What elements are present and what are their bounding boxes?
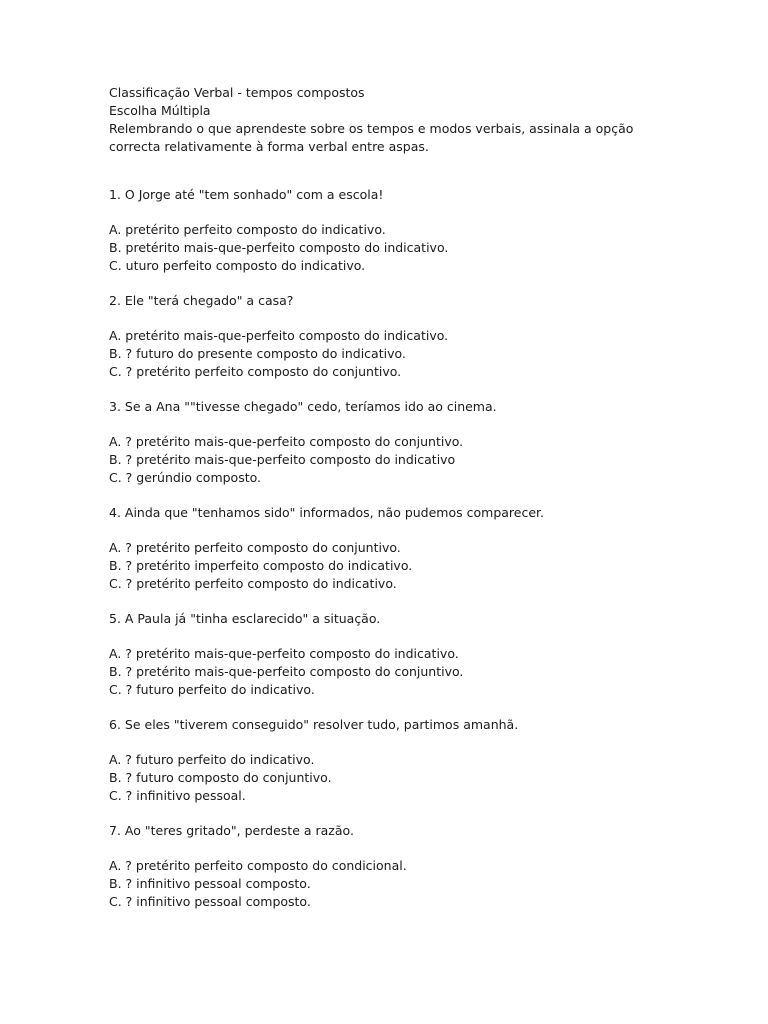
option-a: A. pretérito perfeito composto do indicativo.: [109, 222, 386, 237]
question-7: [109, 822, 669, 911]
question-1: [109, 186, 669, 275]
question-text: 2. Ele "terá chegado" a casa?: [109, 293, 294, 308]
question-2: [109, 292, 669, 381]
option-b: B. ? pretérito mais-que-perfeito composto do indicativo: [109, 452, 456, 467]
option-a: A. ? pretérito mais-que-perfeito composto do indicativo.: [109, 646, 459, 661]
option-c: C. ? pretérito perfeito composto do conjuntivo.: [109, 364, 402, 379]
question-text: 7. Ao "teres gritado", perdeste a razão.: [109, 823, 354, 838]
option-a: A. ? futuro perfeito do indicativo.: [109, 752, 315, 767]
option-b: B. ? pretérito mais-que-perfeito composto do conjuntivo.: [109, 664, 464, 679]
question-3: [109, 398, 669, 487]
option-b: B. ? pretérito imperfeito composto do indicativo.: [109, 558, 413, 573]
option-b: B. ? infinitivo pessoal composto.: [109, 876, 311, 891]
option-a: A. ? pretérito mais-que-perfeito composto do conjuntivo.: [109, 434, 464, 449]
option-b: B. ? futuro composto do conjuntivo.: [109, 770, 332, 785]
option-c: C. ? gerúndio composto.: [109, 470, 262, 485]
question-text: 4. Ainda que "tenhamos sido" informados, não pudemos comparecer.: [109, 505, 544, 520]
instruction-line-2: correcta relativamente à forma verbal entre aspas.: [109, 139, 429, 154]
option-b: B. ? futuro do presente composto do indicativo.: [109, 346, 406, 361]
option-a: A. ? pretérito perfeito composto do conjuntivo.: [109, 540, 401, 555]
document-page: [109, 84, 669, 928]
question-text: 5. A Paula já "tinha esclarecido" a situação.: [109, 611, 381, 626]
question-text: 6. Se eles "tiverem conseguido" resolver tudo, partimos amanhã.: [109, 717, 519, 732]
question-6: [109, 716, 669, 805]
document-title: Classificação Verbal - tempos compostos: [109, 85, 365, 100]
option-a: A. ? pretérito perfeito composto do condicional.: [109, 858, 407, 873]
option-c: C. ? infinitivo pessoal composto.: [109, 894, 311, 909]
question-5: [109, 610, 669, 699]
option-a: A. pretérito mais-que-perfeito composto do indicativo.: [109, 328, 449, 343]
question-list: [109, 186, 669, 911]
option-c: C. ? pretérito perfeito composto do indicativo.: [109, 576, 397, 591]
option-c: C. uturo perfeito composto do indicativo.: [109, 258, 366, 273]
option-c: C. ? infinitivo pessoal.: [109, 788, 246, 803]
instruction-line-1: Relembrando o que aprendeste sobre os tempos e modos verbais, assinala a opção: [109, 121, 634, 136]
question-text: 1. O Jorge até "tem sonhado" com a escola!: [109, 187, 384, 202]
option-c: C. ? futuro perfeito do indicativo.: [109, 682, 315, 697]
question-4: [109, 504, 669, 593]
question-text: 3. Se a Ana ""tivesse chegado" cedo, teríamos ido ao cinema.: [109, 399, 497, 414]
document-subtitle: Escolha Múltipla: [109, 103, 211, 118]
document-header: [109, 84, 669, 156]
option-b: B. pretérito mais-que-perfeito composto do indicativo.: [109, 240, 449, 255]
